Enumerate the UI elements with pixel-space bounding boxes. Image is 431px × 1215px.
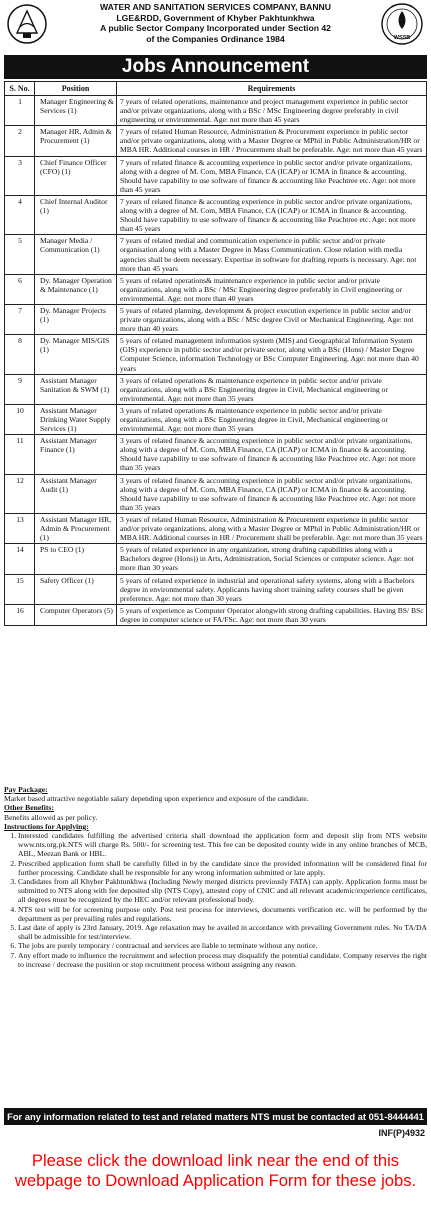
kp-government-emblem-icon [6,3,48,45]
job-sno: 12 [5,474,35,513]
job-row [5,156,427,195]
job-requirements: 5 years of related experience in industrial and operational safety systems, along with a Bachelors degree in environmental safety. Applicants having short training safety courses shall be given preference. Age: not more than 30 years [117,574,427,604]
org-ordinance: of the Companies Ordinance 1984 [146,33,285,44]
job-requirements: 5 years of related planning, development & project execution experience in public sector and/or private organizations, along with a BSc / MSc degree Civil or Mechanical Engineering. Age: not more than 40 years [117,304,427,334]
org-name: WATER AND SANITATION SERVICES COMPANY, BANNU [100,2,331,12]
job-requirements: 3 years of related finance & accounting experience in public sector and/or private organizations, along with a degree of M. Com, MBA Finance, CA (ICAP) or ICMA in finance & accounting. Should have capability to use software of finance & accounting like Peachtree etc. Age: not more than 35 years [117,474,427,513]
job-row [5,513,427,543]
job-position: Assistant Manager Drinking Water Supply Services (1) [35,404,117,434]
job-sno: 4 [5,195,35,234]
job-position: Safety Officer (1) [35,574,117,604]
job-sno: 13 [5,513,35,543]
application-instructions [4,785,427,969]
other-benefits-heading: Other Benefits: [4,803,54,813]
nts-contact-bar: For any information related to test and related matters NTS must be contacted at 051-8444441 [4,1108,427,1125]
job-row [5,96,427,126]
job-sno: 6 [5,274,35,304]
col-header-position: Position [35,82,117,96]
wssb-logo-icon [379,2,425,52]
instruction-item: 2. Prescribed application form shall be carefully filled in by the candidate since the provided information will be considered final for further processing. Candidate shall be responsible for any wrong information submitted or late apply. [18,859,427,877]
job-row [5,474,427,513]
job-requirements: 5 years of related operations& maintenance experience in public sector and/or private organizations, along with a BSc / MSc Engineering degree preferably in Civil engineering or environmental. Age: not more than 40 years [117,274,427,304]
job-requirements: 3 years of related operations & maintenance experience in public sector and/or private organizations, along with a BSc Engineering degree in Civil, Mechanical engineering or environmental. Age: not more than 35 years [117,374,427,404]
instruction-item: 6. The jobs are purely temporary / contractual and services are liable to terminate without any notice. [18,941,427,950]
job-requirements: 7 years of related medial and communication experience in public sector and/or private organisation along with a Master Degree in Mass Communication. Close relation with media agencies shall be deem necessary. Expertise in software for drafting reports is necessary. Age: not more than 45 years [117,235,427,274]
job-sno: 14 [5,544,35,574]
job-row [5,574,427,604]
instruction-item: 4. NTS test will be for screening purpose only. Post test process for interviews, documents verification etc. will be performed by the department as per prevailing rules and regulations. [18,905,427,923]
download-form-notice: Please click the download link near the end of this webpage to Download Application Form for these jobs. [14,1151,417,1190]
job-sno: 9 [5,374,35,404]
job-requirements: 3 years of related Human Resource, Administration & Procurement experience in public sector and/or private organizations, along with a Master Degree or MPhil in Public Administration/HR or MBA HR. Additional courses in HR / Procurement shall be preferable. Age: not more than 35 years [117,513,427,543]
job-requirements: 3 years of related finance & accounting experience in public sector and/or private organizations, along with a degree of M. Com, MBA Finance, CA (ICAP) or ICMA in finance & accounting. Should have capability to use software of finance & accounting like Peachtree etc. Age: not more than 35 years [117,435,427,474]
job-position: Chief Finance Officer (CFO) (1) [35,156,117,195]
job-position: Dy. Manager Projects (1) [35,304,117,334]
instruction-item: 7. Any effort made to influence the recruitment and selection process may disqualify the potential candidate. Company reserves the right to increase / decrease the position or stop recruitment process without assigning any reason. [18,951,427,969]
job-position: Assistant Manager HR, Admin & Procurement (1) [35,513,117,543]
wssb-logo-text: WSSB [393,35,411,41]
jobs-table-header [5,82,427,96]
job-row [5,374,427,404]
job-position: Dy. Manager MIS/GIS (1) [35,335,117,374]
org-incorporation: A public Sector Company Incorporated under Section 42 [100,23,331,34]
job-sno: 10 [5,404,35,434]
pay-package-text: Market based attractive negotiable salary depending upon experience and exposure of the candidate. [4,794,309,804]
job-position: Assistant Manager Finance (1) [35,435,117,474]
job-requirements: 7 years of related finance & accounting experience in public sector and/or private organizations, along with a degree of M. Com, MBA Finance, CA (ICAP) or ICMA in finance & accounting. Should have capability to use software of finance & accounting like Peachtree etc. Age: not more than 45 years [117,195,427,234]
job-position: Manager Media / Communication (1) [35,235,117,274]
job-row [5,195,427,234]
job-requirements: 7 years of related Human Resource, Administration & Procurement experience in public sector and/or private organizations, along with a Master Degree or MPhil in Public Administration/HR or MBA HR. Additional courses in HR / Procurement shall be preferable. Age: not more than 45 years [117,126,427,156]
job-row [5,126,427,156]
job-position: Assistant Manager Sanitation & SWM (1) [35,374,117,404]
job-position: Manager HR, Admin & Procurement (1) [35,126,117,156]
job-sno: 8 [5,335,35,374]
job-row [5,544,427,574]
job-sno: 1 [5,96,35,126]
instruction-item: 5. Last date of apply is 23rd January, 2019. Age relaxation may be availed in accordance with prevailing Government rules. No TA/DA shall be admissible for test/interview. [18,923,427,941]
job-sno: 3 [5,156,35,195]
job-requirements: 7 years of related operations, maintenance and project management experience in public sector and/or private organizations, along with a BSc / MSc Engineering degree preferably in civil engineering or environmental. Age: not more than 45 years [117,96,427,126]
instruction-item: 1. Interested candidates fulfilling the advertised criteria shall download the application form and deposit slip from NTS website www.nts.org.pk.NTS will charge Rs. 500/- for screening test. This fee can be deposited county wide in any online branches of MCB, ABL, Meezan Bank or HBL. [18,831,427,859]
job-position: Manager Engineering & Services (1) [35,96,117,126]
job-row [5,335,427,374]
instructions-heading: Instructions for Applying: [4,821,89,831]
job-sno: 2 [5,126,35,156]
instructions-list [4,831,427,969]
job-sno: 16 [5,604,35,625]
job-row [5,235,427,274]
job-position: Assistant Manager Audit (1) [35,474,117,513]
ad-header [0,0,431,62]
job-row [5,404,427,434]
job-row [5,435,427,474]
col-header-sno: S. No. [5,82,35,96]
job-position: PS to CEO (1) [35,544,117,574]
organization-heading [56,2,375,44]
job-row [5,274,427,304]
org-department: LGE&RDD, Government of Khyber Pakhtunkhwa [116,12,315,23]
jobs-announcement-title: Jobs Announcement [4,55,427,79]
advert-reference: INF(P)4932 [378,1128,425,1138]
job-position: Computer Operators (5) [35,604,117,625]
job-row [5,604,427,625]
pay-package-heading: Pay Package: [4,785,48,794]
jobs-table [4,81,427,626]
job-requirements: 7 years of related finance & accounting experience in public sector and/or private organizations, along with a degree of M. Com, MBA Finance, CA (ICAP) or ICMA in finance & accounting. Should have capability to use software of finance & accounting like Peachtree etc. Age: not more than 45 years [117,156,427,195]
job-requirements: 5 years of related management information system (MIS) and Geographical Information System (GIS) experience in public sector and/or private sector, along with a BSc (Hons) / Master Degree Computer Science, information Technology or BSc Computer Engineering. Age: not more than 40 years [117,335,427,374]
job-sno: 7 [5,304,35,334]
job-position: Chief Internal Auditor (1) [35,195,117,234]
col-header-requirements: Requirements [117,82,427,96]
job-sno: 11 [5,435,35,474]
job-position: Dy. Manager Operation & Maintenance (1) [35,274,117,304]
job-sno: 5 [5,235,35,274]
job-row [5,304,427,334]
other-benefits-text: Benefits allowed as per policy. [4,812,98,822]
instruction-item: 3. Candidates from all Khyber Pakhtunkhwa (Including Newly merged districts previously FATA) can apply. Application forms must be submitted to NTS along with fee deposited slip (NTS Copy), attested copy of CNIC and all relevant academic/experience certificates, all degrees must be recognized by the HEC and/or relevant professional body. [18,877,427,905]
job-requirements: 3 years of related operations & maintenance experience in public sector and/or private organizations, along with a BSc Engineering degree in Civil, Mechanical engineering or environmental. Age: not more than 35 years [117,404,427,434]
job-requirements: 5 years of related experience in any organization, strong drafting capabilities along with a Bachelors degree (Hons)) in Arts, Administration, Social Sciences or computer science. Age: not more than 30 years [117,544,427,574]
job-requirements: 5 years of experience as Computer Operator alongwith strong drafting capabilities. Having BS/ BSc degree in computer science or FA/FSc. Age: not more than 30 years [117,604,427,625]
job-sno: 15 [5,574,35,604]
